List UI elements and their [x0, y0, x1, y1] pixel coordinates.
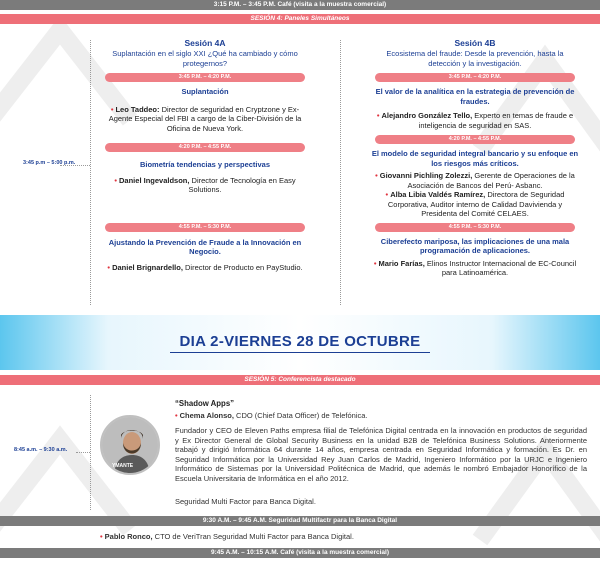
session4-time-range: 3:45 p.m – 5:00 p.m. — [23, 160, 76, 166]
talk-speaker: • Alejandro González Tello, Experto en temas de fraude e inteligencia de seguridad en SAS. — [376, 111, 574, 130]
multifactor-bar: 9:30 A.M. – 9:45 A.M. Seguridad Multifactr para la Banca Digital — [0, 516, 600, 526]
talk-time-pill: 4:55 P.M. – 5:30 P.M. — [375, 223, 575, 232]
session-4a-column — [100, 38, 310, 272]
talk-time-pill: 4:20 P.M. – 4:55 P.M. — [375, 135, 575, 144]
left-guide-line — [90, 40, 91, 305]
session-4b-title: Sesión 4B — [454, 38, 496, 48]
session5-guide-line — [90, 395, 91, 510]
pablo-speaker: • Pablo Ronco, CTO de VeriTran Seguridad Multi Factor para Banca Digital. — [100, 532, 354, 541]
session-4b-column — [370, 38, 580, 278]
session5-bar: SESIÓN 5: Conferencista destacado — [0, 375, 600, 385]
talk-title: Suplantación — [181, 87, 229, 96]
bullet-icon: • — [376, 111, 380, 120]
session5-time-connector — [76, 452, 90, 453]
talk-title: Biometría tendencias y perspectivas — [139, 160, 271, 169]
talk-speaker: • Giovanni Pichling Zolezzi, Gerente de Operaciones de la Asociación de Bancos del Perú- Asbanc. — [375, 171, 575, 190]
bullet-icon: • — [107, 262, 111, 272]
bullet-icon: • — [373, 258, 377, 268]
talk-speaker: • Daniel Brignardello, Director de Producto en PayStudio. — [107, 262, 303, 272]
bullet-icon: • — [385, 190, 389, 199]
talk-time-pill: 4:55 P.M. – 5:30 P.M. — [105, 223, 305, 232]
bullet-icon: • — [110, 104, 114, 114]
talk-title: El modelo de seguridad integral bancario y su enfoque en los riesgos más críticos. — [371, 149, 579, 168]
bullet-icon: • — [175, 411, 178, 420]
talk-time-pill: 4:20 P.M. – 4:55 P.M. — [105, 143, 305, 152]
photo-caption: YMANTE — [112, 463, 134, 469]
session4-bar: SESIÓN 4: Paneles Simultáneos — [0, 14, 600, 24]
bullet-icon: • — [114, 175, 118, 185]
bullet-icon: • — [100, 532, 103, 541]
bullet-icon: • — [375, 171, 378, 180]
session5-title: “Shadow Apps” — [175, 399, 235, 408]
speaker-photo — [100, 415, 160, 475]
day-banner-underline — [170, 352, 430, 353]
coffee-break-bar-bottom: 9:45 A.M. – 10:15 A.M. Café (visita a la muestra comercial) — [0, 548, 600, 558]
session5-closing: Seguridad Multi Factor para Banca Digital. — [175, 497, 316, 506]
day-banner-title: DIA 2-VIERNES 28 DE OCTUBRE — [179, 333, 421, 350]
talk-time-pill: 3:45 P.M. – 4:20 P.M. — [105, 73, 305, 82]
talk-speaker: • Daniel Ingevaldson, Director de Tecnología en Easy Solutions. — [114, 175, 296, 194]
session5-time: 8:45 a.m. – 9:30 a.m. — [14, 447, 68, 453]
session-4a-title: Sesión 4A — [184, 38, 226, 48]
session-4a-subtitle: Suplantación en el siglo XXI ¿Qué ha cambiado y cómo protegernos? — [112, 49, 298, 68]
session5-bio: Fundador y CEO de Eleven Paths empresa filial de Telefónica Digital centrada en la innovación en productos de seguridad y Ex Director General de Global Security Business en la unidad B2B de Telefónica Business Solutions. Anteriormente trabajó y dirigió Informática 64 durante 14 años, empresa centrada en Seguridad Informática y formación. Es Dr. en Seguridad Informática por la Universidad Rey Juan Carlos de Madrid, Ingeniero Informático por la URJC e Ingeniero Informático de Sistemas por la Universidad Politécnica de Madrid, que además le nombró Embajador Honorífico de la Escuela Universitaria de Informática en el año 2012. — [175, 426, 587, 483]
talk-speaker: • Mario Farías, Elinos Instructor Internacional de EC-Council para Latinoamérica. — [373, 258, 577, 277]
talk-title: El valor de la analítica en la estrategia de prevención de fraudes. — [375, 87, 575, 106]
center-guide-line — [340, 40, 341, 305]
talk-speaker: • Leo Taddeo: Director de seguridad en Cryptzone y Ex-Agente Especial del FBI a cargo de la Ciber-División de la Oficina de Nueva York. — [108, 104, 302, 133]
talk-title: Ciberefecto mariposa, las implicaciones de una mala programación de aplicaciones. — [380, 236, 570, 255]
session-4b-subtitle: Ecosistema del fraude: Desde la prevención, hasta la detección y la investigación. — [386, 49, 564, 68]
talk-speaker-2: • Alba Libia Valdés Ramírez, Directora de Seguridad Corporativa, Auditor interno de Calidad Davivienda y Presidenta del Comité CELAES. — [385, 190, 565, 218]
talk-time-pill: 3:45 P.M. – 4:20 P.M. — [375, 73, 575, 82]
talk-title: Ajustando la Prevención de Fraude a la Innovación en Negocio. — [108, 237, 302, 256]
session5-speaker: • Chema Alonso, CDO (Chief Data Officer) de Telefónica. — [175, 411, 368, 420]
coffee-break-bar: 3:15 P.M. – 3:45 P.M. Café (visita a la muestra comercial) — [0, 0, 600, 10]
